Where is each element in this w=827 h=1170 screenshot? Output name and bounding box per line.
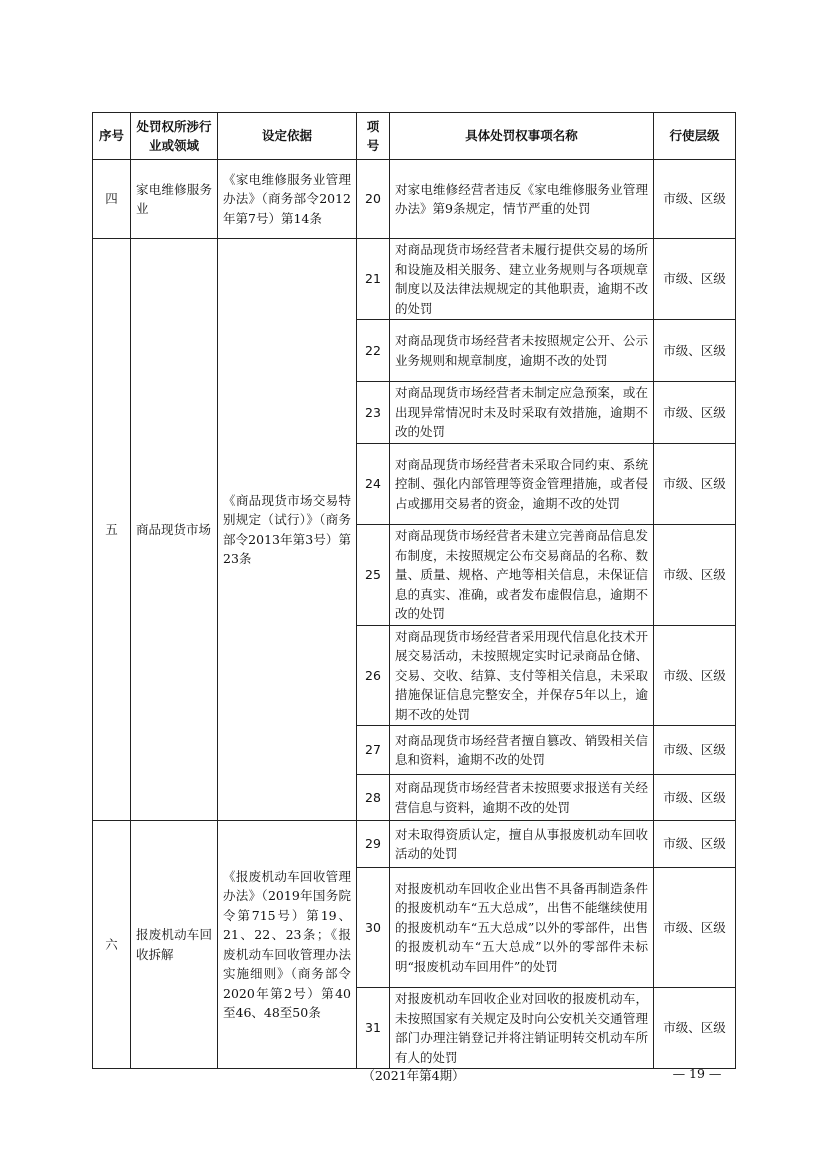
header-basis: 设定依据 bbox=[218, 113, 357, 160]
item-name: 对商品现货市场经营者擅自篡改、销毁相关信息和资料，逾期不改的处罚 bbox=[390, 726, 654, 775]
item-level: 市级、区级 bbox=[654, 239, 736, 320]
item-level: 市级、区级 bbox=[654, 821, 736, 868]
item-name: 对未取得资质认定，擅自从事报废机动车回收活动的处罚 bbox=[390, 821, 654, 868]
item-level: 市级、区级 bbox=[654, 988, 736, 1069]
item-name: 对报废机动车回收企业对回收的报废机动车，未按照国家有关规定及时向公安机关交通管理部门办理注销登记并将注销证明转交机动车所有人的处罚 bbox=[390, 988, 654, 1069]
item-level: 市级、区级 bbox=[654, 775, 736, 821]
group-seq: 六 bbox=[93, 821, 131, 1069]
group-industry: 商品现货市场 bbox=[131, 239, 218, 821]
item-no: 26 bbox=[357, 625, 390, 726]
item-no: 29 bbox=[357, 821, 390, 868]
item-name: 对报废机动车回收企业出售不具备再制造条件的报废机动车“五大总成”，出售不能继续使用的报废机动车“五大总成”以外的零部件，出售的报废机动车“五大总成”以外的零部件未标明“报废机动车回用件”的处罚 bbox=[390, 868, 654, 988]
table-row bbox=[93, 239, 736, 320]
table-row bbox=[93, 821, 736, 868]
item-no: 20 bbox=[357, 160, 390, 239]
item-name: 对家电维修经营者违反《家电维修服务业管理办法》第9条规定，情节严重的处罚 bbox=[390, 160, 654, 239]
group-seq: 五 bbox=[93, 239, 131, 821]
item-level: 市级、区级 bbox=[654, 160, 736, 239]
header-item-no: 项号 bbox=[357, 113, 390, 160]
item-no: 30 bbox=[357, 868, 390, 988]
item-name: 对商品现货市场经营者未采取合同约束、系统控制、强化内部管理等资金管理措施，或者侵占或挪用交易者的资金，逾期不改的处罚 bbox=[390, 444, 654, 525]
table-header-row bbox=[93, 113, 736, 160]
item-level: 市级、区级 bbox=[654, 525, 736, 626]
item-name: 对商品现货市场经营者采用现代信息化技术开展交易活动，未按照规定实时记录商品仓储、交易、交收、结算、支付等相关信息，未采取措施保证信息完整安全，并保存5年以上，逾期不改的处罚 bbox=[390, 625, 654, 726]
group-basis: 《家电维修服务业管理办法》（商务部令2012年第7号）第14条 bbox=[218, 160, 357, 239]
group-basis: 《商品现货市场交易特别规定（试行）》（商务部令2013年第3号）第23条 bbox=[218, 239, 357, 821]
item-level: 市级、区级 bbox=[654, 382, 736, 444]
group-seq: 四 bbox=[93, 160, 131, 239]
header-name: 具体处罚权事项名称 bbox=[390, 113, 654, 160]
item-no: 23 bbox=[357, 382, 390, 444]
item-no: 31 bbox=[357, 988, 390, 1069]
item-level: 市级、区级 bbox=[654, 625, 736, 726]
item-no: 22 bbox=[357, 320, 390, 382]
page-number: — 19 — bbox=[672, 1066, 722, 1081]
item-name: 对商品现货市场经营者未制定应急预案，或在出现异常情况时未及时采取有效措施，逾期不改的处罚 bbox=[390, 382, 654, 444]
header-industry: 处罚权所涉行业或领域 bbox=[131, 113, 218, 160]
table-row bbox=[93, 160, 736, 239]
group-basis: 《报废机动车回收管理办法》（2019年国务院令第715号）第19、21、22、23条；《报废机动车回收管理办法实施细则》（商务部令2020年第2号）第40至46、48至50条 bbox=[218, 821, 357, 1069]
item-name: 对商品现货市场经营者未履行提供交易的场所和设施及相关服务、建立业务规则与各项规章制度以及法律法规规定的其他职责，逾期不改的处罚 bbox=[390, 239, 654, 320]
item-name: 对商品现货市场经营者未建立完善商品信息发布制度，未按照规定公布交易商品的名称、数量、质量、规格、产地等相关信息，未保证信息的真实、准确，或者发布虚假信息，逾期不改的处罚 bbox=[390, 525, 654, 626]
item-level: 市级、区级 bbox=[654, 320, 736, 382]
item-level: 市级、区级 bbox=[654, 444, 736, 525]
item-no: 25 bbox=[357, 525, 390, 626]
item-name: 对商品现货市场经营者未按照规定公开、公示业务规则和规章制度，逾期不改的处罚 bbox=[390, 320, 654, 382]
item-no: 28 bbox=[357, 775, 390, 821]
item-no: 27 bbox=[357, 726, 390, 775]
item-level: 市级、区级 bbox=[654, 868, 736, 988]
penalty-items-table bbox=[92, 112, 736, 1069]
header-level: 行使层级 bbox=[654, 113, 736, 160]
group-industry: 报废机动车回收拆解 bbox=[131, 821, 218, 1069]
item-name: 对商品现货市场经营者未按照要求报送有关经营信息与资料，逾期不改的处罚 bbox=[390, 775, 654, 821]
issue-label: （2021年第4期） bbox=[362, 1068, 465, 1083]
item-level: 市级、区级 bbox=[654, 726, 736, 775]
group-industry: 家电维修服务业 bbox=[131, 160, 218, 239]
item-no: 24 bbox=[357, 444, 390, 525]
header-seq: 序号 bbox=[93, 113, 131, 160]
item-no: 21 bbox=[357, 239, 390, 320]
